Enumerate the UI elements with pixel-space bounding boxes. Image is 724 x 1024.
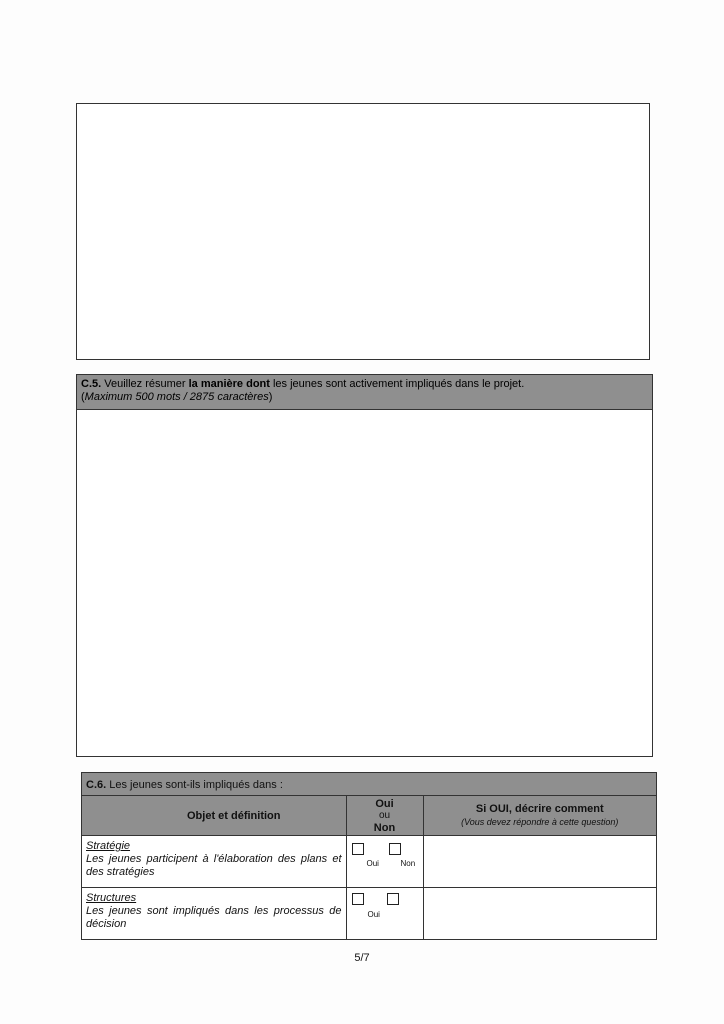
c6-question-header: [82, 773, 656, 796]
non-checkbox[interactable]: [387, 893, 399, 905]
row-description: Les jeunes sont impliqués dans les processus de décision: [86, 905, 342, 930]
c5-question-part1: Veuillez résumer: [101, 378, 189, 390]
c5-limit: Maximum 500 mots / 2875 caractères: [84, 391, 269, 403]
non-label: Non: [400, 859, 416, 868]
row-describe-input[interactable]: [423, 888, 656, 940]
oui-label: Oui: [367, 910, 380, 919]
row-description: Les jeunes participent à l'élaboration des plans et des stratégies: [86, 853, 342, 878]
col-describe-note: (Vous devez répondre à cette question): [461, 816, 619, 827]
page-number: 5/7: [354, 952, 370, 964]
row-title: Structures: [86, 892, 137, 904]
c5-answer-box[interactable]: [77, 410, 652, 756]
row-checkbox-cell: [346, 836, 423, 888]
col-describe-label: Si OUI, décrire comment: [475, 802, 604, 815]
c5-question-header: C.5. Veuillez résumer la manière dont les jeunes sont activement impliqués dans le projet. (Maximum 500 mots / 2875 caractères): [77, 375, 652, 410]
col-non-label: Non: [373, 821, 396, 834]
non-checkbox[interactable]: [389, 843, 401, 855]
col-oui-label: Oui: [375, 797, 394, 810]
row-object-cell: [82, 888, 346, 940]
oui-label: Oui: [366, 859, 379, 868]
c5-number: C.5.: [81, 378, 102, 390]
section-c5: [76, 374, 653, 757]
c6-table: [82, 796, 656, 939]
c6-table-header: [82, 796, 656, 836]
previous-answer-box[interactable]: [76, 103, 650, 360]
row-object-cell: [82, 836, 346, 888]
table-row: [82, 836, 656, 888]
c6-question: Les jeunes sont-ils impliqués dans :: [106, 779, 283, 791]
row-checkbox-cell: [346, 888, 423, 940]
oui-checkbox[interactable]: [352, 843, 364, 855]
row-title: Stratégie: [86, 840, 131, 852]
c6-number: C.6.: [86, 779, 107, 791]
c5-question-part2: les jeunes sont activement impliqués dans le projet.: [269, 378, 525, 390]
col-ou-label: ou: [378, 809, 391, 821]
table-row: [82, 888, 656, 940]
c5-question-bold: la manière dont: [188, 378, 270, 390]
col-oui-non-header: [346, 796, 423, 836]
row-describe-input[interactable]: [423, 836, 656, 888]
col-describe-header: [423, 796, 656, 836]
col-object-header: Objet et définition: [82, 796, 346, 836]
section-c6: [81, 772, 657, 940]
oui-checkbox[interactable]: [352, 893, 364, 905]
